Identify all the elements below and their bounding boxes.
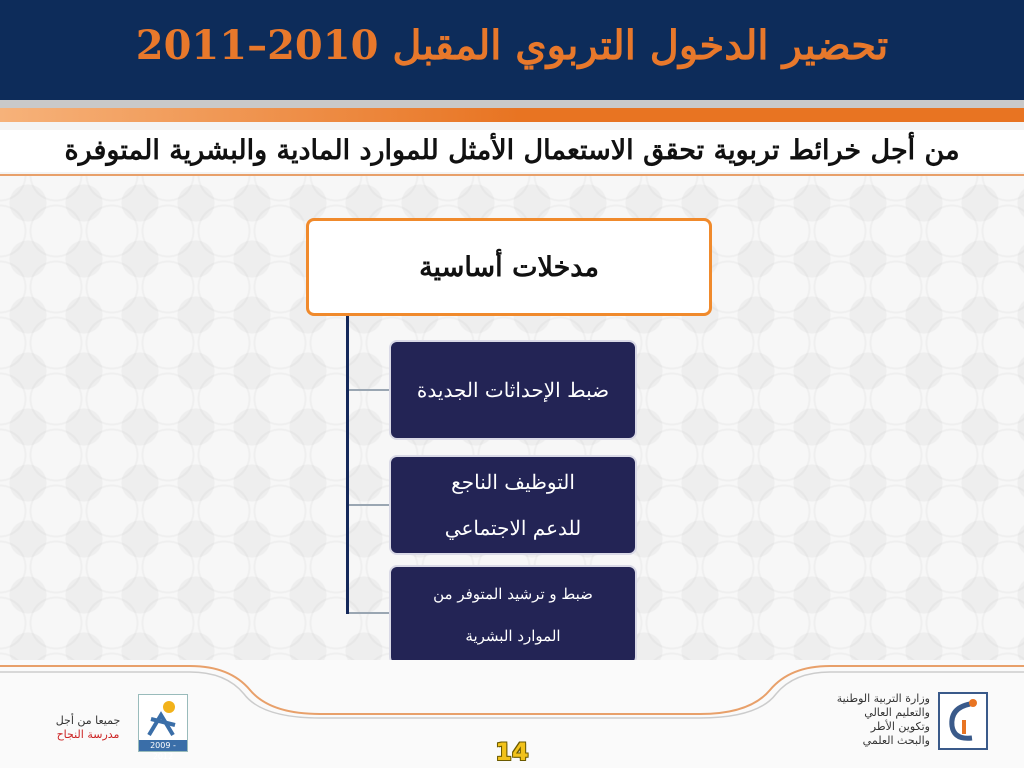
diagram-root-node: [306, 218, 712, 316]
page-number: 14: [495, 738, 529, 766]
tree-connector-vertical: [346, 316, 349, 614]
orange-divider-gradient: [0, 108, 520, 122]
child-node-2-line-1: التوظيف الناجع: [451, 470, 575, 494]
tree-connector-1: [349, 389, 389, 391]
root-node-label: مدخلات أساسية: [419, 251, 599, 283]
campaign-years: 2009 - 2012: [139, 740, 187, 751]
ministry-line-1: وزارة التربية الوطنية: [836, 692, 930, 705]
slide-subtitle: من أجل خرائط تربوية تحقق الاستعمال الأمثل للموارد المادية والبشرية المتوفرة: [0, 130, 1024, 172]
grey-divider: [0, 100, 1024, 108]
tree-connector-2: [349, 504, 389, 506]
child-node-1-line-1: ضبط الإحداثات الجديدة: [416, 378, 610, 402]
ministry-line-3: وتكوين الأطر: [870, 720, 930, 733]
campaign-logo-line-2: مدرسة النجاح: [56, 728, 120, 741]
diagram-child-node-3: [389, 565, 637, 665]
tree-connector-3: [349, 612, 389, 614]
subtitle-underline: [0, 174, 1024, 176]
child-node-2-line-2: للدعم الاجتماعي: [444, 516, 582, 540]
child-node-3-line-2: الموارد البشرية: [465, 627, 561, 645]
diagram-child-node-1: [389, 340, 637, 440]
header-bar: [0, 0, 1024, 100]
campaign-logo-line-1: جميعا من أجل: [55, 714, 121, 727]
campaign-logo-text: [38, 714, 138, 742]
ministry-line-2: والتعليم العالي: [864, 706, 930, 719]
slide-title: تحضير الدخول التربوي المقبل 2010–2011: [135, 22, 889, 69]
child-node-3-line-1: ضبط و ترشيد المتوفر من: [433, 585, 593, 603]
diagram-child-node-2: [389, 455, 637, 555]
star-figure-icon: [139, 695, 187, 741]
campaign-logo-emblem: [138, 694, 188, 761]
ministry-line-4: والبحث العلمي: [862, 734, 930, 747]
ministry-name: [760, 692, 930, 748]
ministry-logo-icon: [938, 692, 988, 750]
